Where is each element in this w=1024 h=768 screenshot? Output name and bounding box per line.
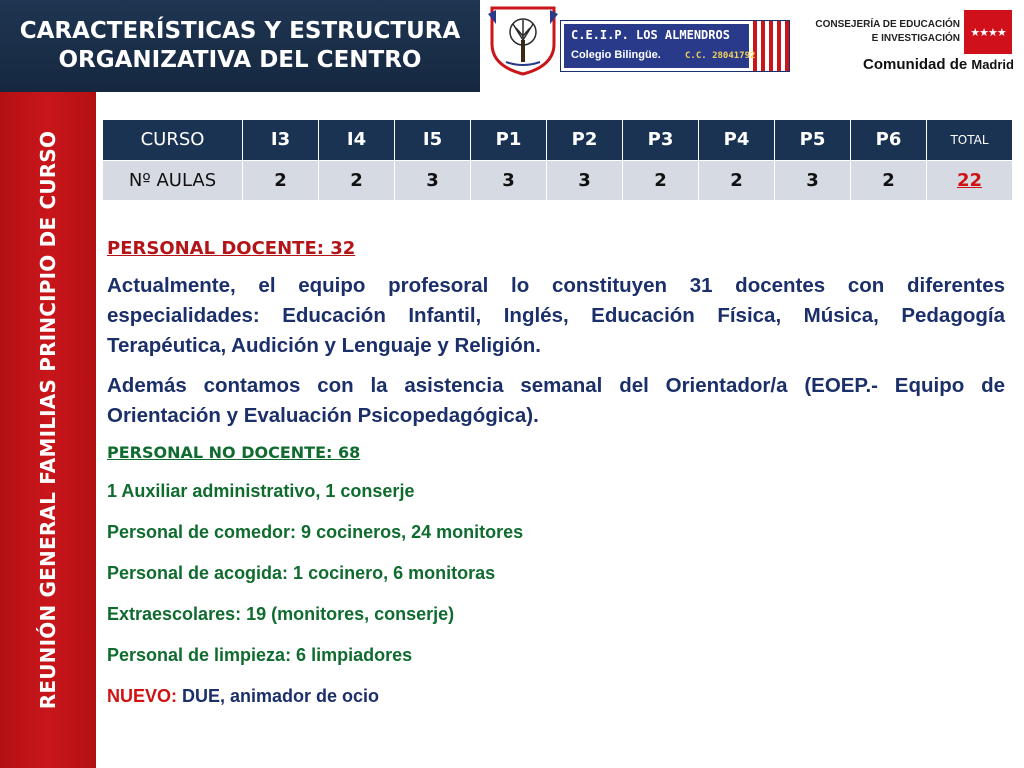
main-content [107, 234, 1005, 707]
list-item: Personal de acogida: 1 cocinero, 6 monitoras [107, 563, 496, 583]
table-header-cell: P5 [775, 120, 851, 161]
table-cell: 2 [699, 160, 775, 201]
consejeria-line-2: E INVESTIGACIÓN [871, 33, 960, 44]
school-stripes [749, 21, 789, 71]
page-title [20, 17, 461, 75]
table-header-cell: P4 [699, 120, 775, 161]
table-header-cell: P3 [623, 120, 699, 161]
table-header-cell: P2 [547, 120, 623, 161]
classes-table [102, 119, 1013, 201]
side-band [0, 0, 96, 768]
school-crest-icon [486, 4, 560, 76]
madrid-flag-icon: ★★★★ [964, 10, 1012, 54]
table-cell: 3 [775, 160, 851, 201]
title-line-1: CARACTERÍSTICAS Y ESTRUCTURA [19, 18, 461, 44]
table-cell-total: 22 [927, 160, 1013, 201]
school-name-box [560, 20, 790, 72]
consejeria-line-1: CONSEJERÍA DE EDUCACIÓN [815, 19, 960, 30]
table-cell: 2 [319, 160, 395, 201]
list-item-nuevo [107, 685, 1005, 707]
table-cell: 2 [243, 160, 319, 201]
nuevo-label: NUEVO: [107, 686, 178, 706]
table-cell: 3 [395, 160, 471, 201]
table-header-row [103, 120, 1013, 161]
comunidad-text-a: Comunidad de [863, 56, 968, 73]
school-code: C.C. 28041792 [685, 51, 756, 61]
consejeria-label [800, 18, 960, 46]
table-header-cell: I4 [319, 120, 395, 161]
list-item: Personal de comedor: 9 cocineros, 24 monitores [107, 522, 524, 542]
table-cell: 3 [471, 160, 547, 201]
table-header-cell: P6 [851, 120, 927, 161]
comunidad-label [800, 56, 1014, 73]
nuevo-text: DUE, animador de ocio [177, 686, 380, 706]
comunidad-text-b: Madrid [971, 57, 1014, 72]
personal-docente-paragraph-1: Actualmente, el equipo profesoral lo constituyen 31 docentes con diferentes especialidades: Educación Infantil, Inglés, Educación Física, Música, Pedagogía Terapéutica, Audición y Lenguaje y Religión. [107, 274, 1005, 357]
table-cell: 2 [851, 160, 927, 201]
school-name: C.E.I.P. LOS ALMENDROS [571, 28, 730, 42]
table-row [103, 160, 1013, 201]
personal-no-docente-heading: PERSONAL NO DOCENTE: 68 [107, 443, 361, 462]
list-item: Extraescolares: 19 (monitores, conserje) [107, 604, 455, 624]
table-header-cell: TOTAL [927, 120, 1013, 161]
table-header-cell: I3 [243, 120, 319, 161]
table-cell: Nº AULAS [103, 160, 243, 201]
personal-docente-paragraph-2: Además contamos con la asistencia semanal del Orientador/a (EOEP.- Equipo de Orientación y Evaluación Psicopedagógica). [107, 374, 1005, 427]
list-item: 1 Auxiliar administrativo, 1 conserje [107, 481, 415, 501]
table-header-cell: P1 [471, 120, 547, 161]
table-cell: 3 [547, 160, 623, 201]
list-item: Personal de limpieza: 6 limpiadores [107, 645, 413, 665]
school-subtitle: Colegio Bilingüe. [571, 49, 661, 61]
side-label: REUNIÓN GENERAL FAMILIAS PRINCIPIO DE CURSO [36, 130, 60, 710]
table-header-cell: I5 [395, 120, 471, 161]
table-header-cell: CURSO [103, 120, 243, 161]
title-banner [0, 0, 480, 92]
personal-docente-heading: PERSONAL DOCENTE: 32 [107, 238, 356, 259]
table-cell: 2 [623, 160, 699, 201]
title-line-2: ORGANIZATIVA DEL CENTRO [58, 47, 422, 73]
